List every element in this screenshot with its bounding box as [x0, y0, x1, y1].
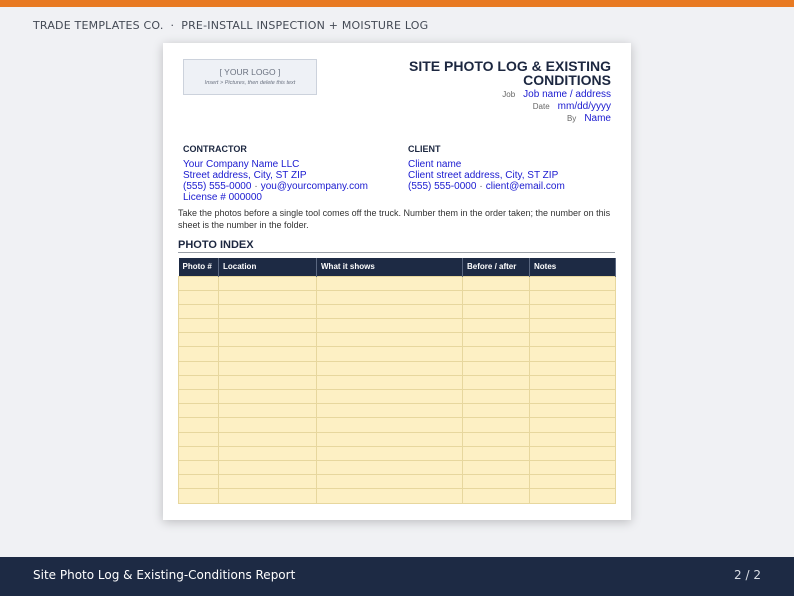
table-cell-input[interactable]	[179, 290, 219, 304]
table-cell-input[interactable]	[219, 276, 317, 290]
table-cell-input[interactable]	[317, 375, 463, 389]
table-cell-input[interactable]	[463, 333, 530, 347]
table-cell-input[interactable]	[219, 290, 317, 304]
client-name-field[interactable]: Client name	[408, 159, 462, 170]
table-cell-input[interactable]	[179, 418, 219, 432]
table-cell-input[interactable]	[317, 418, 463, 432]
client-heading: CLIENT	[408, 144, 441, 154]
logo-placeholder[interactable]	[183, 59, 317, 95]
table-row	[179, 418, 616, 432]
table-row	[179, 304, 616, 318]
table-cell-input[interactable]	[463, 304, 530, 318]
client-address-field[interactable]: Client street address, City, ST ZIP	[408, 170, 559, 181]
table-cell-input[interactable]	[463, 489, 530, 503]
table-cell-input[interactable]	[317, 489, 463, 503]
table-row	[179, 460, 616, 474]
table-row	[179, 333, 616, 347]
table-row	[179, 319, 616, 333]
table-cell-input[interactable]	[219, 446, 317, 460]
contractor-phone-field[interactable]: (555) 555-0000	[183, 181, 252, 192]
table-cell-input[interactable]	[530, 375, 616, 389]
table-cell-input[interactable]	[317, 446, 463, 460]
table-cell-input[interactable]	[317, 361, 463, 375]
title-line-1: SITE PHOTO LOG & EXISTING	[409, 58, 611, 74]
table-cell-input[interactable]	[179, 404, 219, 418]
contractor-heading: CONTRACTOR	[183, 144, 247, 154]
contractor-block	[183, 144, 368, 203]
column-header: Photo #	[179, 258, 219, 276]
client-contact	[408, 181, 565, 192]
meta-job-label: Job	[502, 90, 516, 99]
table-cell-input[interactable]	[530, 418, 616, 432]
table-cell-input[interactable]	[317, 460, 463, 474]
table-cell-input[interactable]	[179, 446, 219, 460]
table-cell-input[interactable]	[179, 319, 219, 333]
table-cell-input[interactable]	[179, 390, 219, 404]
header-company: TRADE TEMPLATES CO.	[33, 19, 164, 32]
table-cell-input[interactable]	[463, 475, 530, 489]
table-cell-input[interactable]	[219, 418, 317, 432]
table-cell-input[interactable]	[219, 404, 317, 418]
contractor-name-field[interactable]: Your Company Name LLC	[183, 159, 300, 170]
page-header	[33, 19, 428, 35]
meta-job	[502, 89, 611, 101]
contractor-email-field[interactable]: you@yourcompany.com	[260, 181, 368, 192]
table-cell-input[interactable]	[219, 319, 317, 333]
table-cell-input[interactable]	[463, 276, 530, 290]
table-cell-input[interactable]	[219, 489, 317, 503]
contractor-license-field[interactable]: License # 000000	[183, 192, 262, 203]
contractor-contact	[183, 181, 368, 192]
table-cell-input[interactable]	[530, 361, 616, 375]
page-number: 2 / 2	[734, 568, 761, 582]
table-row	[179, 290, 616, 304]
meta-date	[533, 101, 611, 113]
table-cell-input[interactable]	[463, 446, 530, 460]
meta-date-label: Date	[532, 102, 550, 111]
top-accent-bar	[0, 0, 794, 7]
contact-separator: ·	[479, 181, 483, 192]
table-cell-input[interactable]	[179, 475, 219, 489]
table-cell-input[interactable]	[463, 432, 530, 446]
table-row	[179, 432, 616, 446]
table-cell-input[interactable]	[219, 475, 317, 489]
table-cell-input[interactable]	[530, 446, 616, 460]
table-row	[179, 489, 616, 503]
table-cell-input[interactable]	[179, 460, 219, 474]
table-cell-input[interactable]	[463, 404, 530, 418]
table-cell-input[interactable]	[179, 489, 219, 503]
instructions-text: Take the photos before a single tool comes off the truck. Number them in the order taken; the number on this sheet is the number in the folder.	[178, 208, 611, 230]
table-cell-input[interactable]	[463, 361, 530, 375]
column-header: Location	[219, 258, 317, 276]
document-sheet	[163, 43, 631, 520]
table-cell-input[interactable]	[530, 347, 616, 361]
table-cell-input[interactable]	[530, 276, 616, 290]
table-cell-input[interactable]	[317, 432, 463, 446]
logo-label: [ YOUR LOGO ]	[219, 67, 281, 77]
table-row	[179, 375, 616, 389]
table-row	[179, 390, 616, 404]
logo-hint: Insert > Pictures, then delete this text	[204, 80, 296, 86]
table-row	[179, 446, 616, 460]
meta-by	[567, 113, 611, 125]
photo-index-table	[178, 258, 616, 504]
table-row	[179, 347, 616, 361]
table-cell-input[interactable]	[179, 304, 219, 318]
column-header: What it shows	[317, 258, 463, 276]
table-cell-input[interactable]	[179, 347, 219, 361]
table-cell-input[interactable]	[219, 361, 317, 375]
table-row	[179, 361, 616, 375]
table-cell-input[interactable]	[530, 390, 616, 404]
table-cell-input[interactable]	[219, 375, 317, 389]
table-cell-input[interactable]	[463, 375, 530, 389]
contact-separator: ·	[254, 181, 258, 192]
document-title	[391, 59, 611, 87]
meta-by-field[interactable]: Name	[584, 113, 611, 124]
table-cell-input[interactable]	[530, 319, 616, 333]
table-cell-input[interactable]	[530, 304, 616, 318]
table-cell-input[interactable]	[530, 290, 616, 304]
table-cell-input[interactable]	[317, 304, 463, 318]
table-cell-input[interactable]	[463, 347, 530, 361]
meta-date-field[interactable]: mm/dd/yyyy	[557, 101, 611, 112]
client-email-field[interactable]: client@email.com	[485, 181, 565, 192]
table-row	[179, 276, 616, 290]
table-row	[179, 404, 616, 418]
header-separator: ·	[170, 19, 175, 32]
header-doc-name: PRE-INSTALL INSPECTION + MOISTURE LOG	[181, 19, 429, 32]
table-cell-input[interactable]	[317, 333, 463, 347]
client-block	[408, 144, 565, 192]
table-body	[179, 276, 616, 503]
column-header: Notes	[530, 258, 616, 276]
page-footer	[0, 557, 794, 596]
column-header: Before / after	[463, 258, 530, 276]
table-cell-input[interactable]	[530, 460, 616, 474]
table-header-row	[179, 258, 616, 276]
table-cell-input[interactable]	[317, 390, 463, 404]
table-cell-input[interactable]	[463, 418, 530, 432]
table-cell-input[interactable]	[530, 489, 616, 503]
table-cell-input[interactable]	[530, 432, 616, 446]
table-cell-input[interactable]	[317, 290, 463, 304]
table-cell-input[interactable]	[179, 276, 219, 290]
table-cell-input[interactable]	[219, 460, 317, 474]
meta-by-label: By	[566, 114, 577, 123]
table-cell-input[interactable]	[317, 319, 463, 333]
table-cell-input[interactable]	[179, 333, 219, 347]
contractor-address-field[interactable]: Street address, City, ST ZIP	[183, 170, 307, 181]
table-cell-input[interactable]	[179, 375, 219, 389]
table-cell-input[interactable]	[219, 347, 317, 361]
meta-job-field[interactable]: Job name / address	[523, 89, 611, 100]
table-row	[179, 475, 616, 489]
client-phone-field[interactable]: (555) 555-0000	[408, 181, 477, 192]
table-cell-input[interactable]	[463, 460, 530, 474]
table-cell-input[interactable]	[530, 475, 616, 489]
table-cell-input[interactable]	[179, 361, 219, 375]
table-cell-input[interactable]	[317, 276, 463, 290]
footer-title: Site Photo Log & Existing-Conditions Report	[33, 568, 296, 582]
table-cell-input[interactable]	[317, 475, 463, 489]
table-cell-input[interactable]	[317, 404, 463, 418]
table-cell-input[interactable]	[530, 404, 616, 418]
table-cell-input[interactable]	[463, 390, 530, 404]
table-cell-input[interactable]	[219, 390, 317, 404]
table-cell-input[interactable]	[179, 432, 219, 446]
table-cell-input[interactable]	[317, 347, 463, 361]
table-cell-input[interactable]	[219, 304, 317, 318]
table-cell-input[interactable]	[463, 319, 530, 333]
table-cell-input[interactable]	[219, 432, 317, 446]
table-cell-input[interactable]	[463, 290, 530, 304]
table-cell-input[interactable]	[219, 333, 317, 347]
photo-index-title: PHOTO INDEX	[178, 239, 615, 253]
title-line-2: CONDITIONS	[523, 72, 611, 88]
table-cell-input[interactable]	[530, 333, 616, 347]
